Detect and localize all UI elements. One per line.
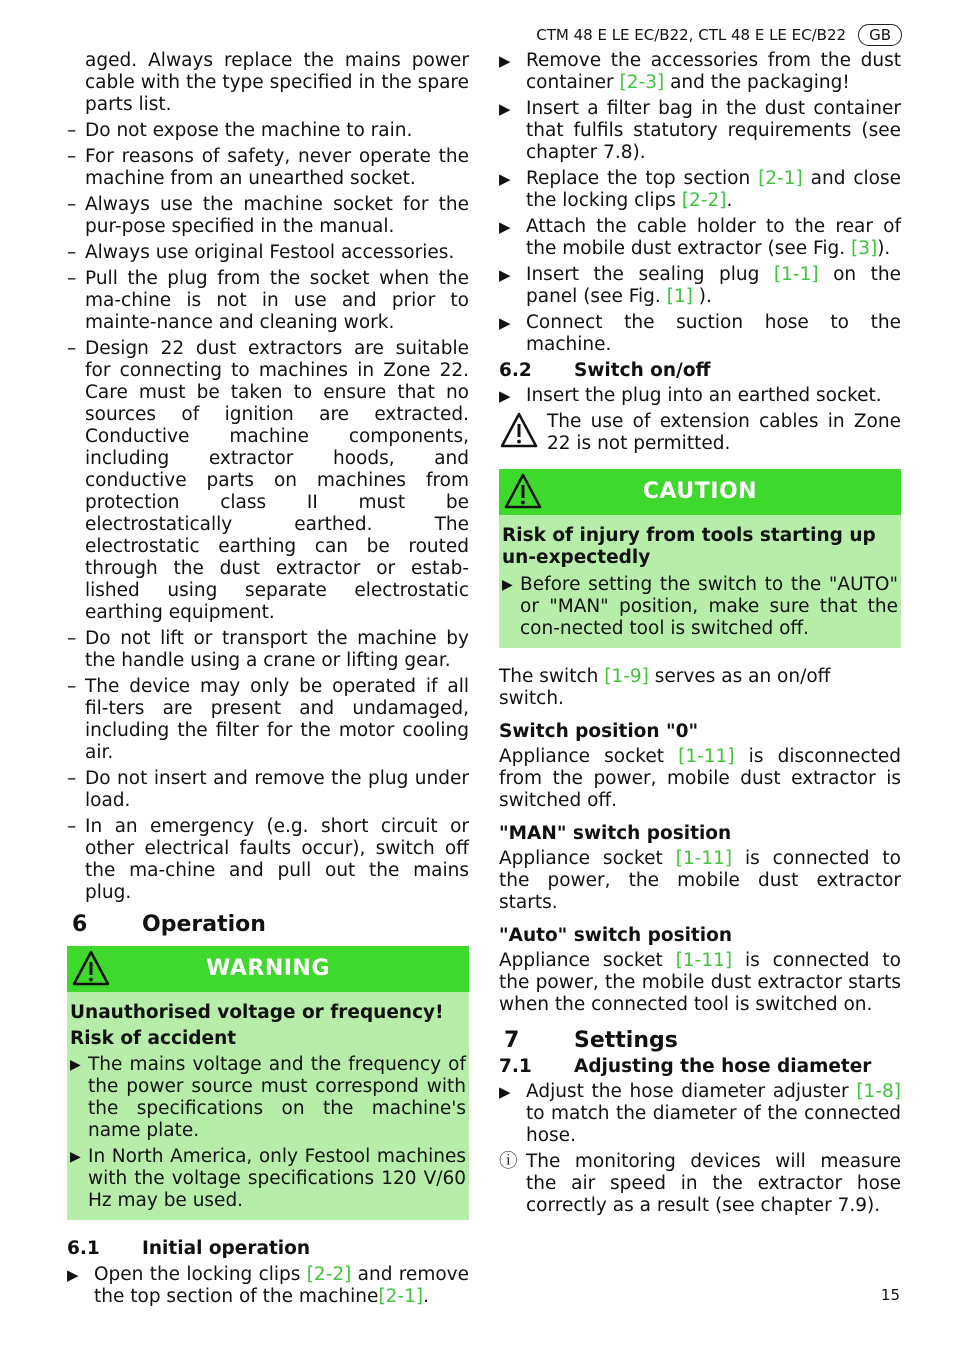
safety-item: – Do not insert and remove the plug under load. — [67, 768, 469, 811]
warning-item: ▶ In North America, only Festool machines with the voltage specifications 120 V/60 Hz may be used. — [70, 1146, 466, 1211]
caution-heading: Risk of injury from tools starting up un-expectedly — [502, 525, 876, 568]
switch-position-0-text: Appliance socket [1-11] is disconnected from the power, mobile dust extractor is switched off. — [499, 746, 901, 811]
info-icon: ⓘ — [499, 1151, 518, 1172]
switch-paragraph: The switch [1-9] serves as an on/off switch. — [499, 666, 831, 709]
step-item: ▶ Replace the top section [2-1] and close the locking clips [2-2]. — [499, 168, 902, 211]
figure-reference: [2-2] — [306, 1264, 352, 1285]
warning-box — [67, 946, 469, 1220]
safety-item: – Do not lift or transport the machine by the handle using a crane or lifting gear. — [67, 628, 469, 671]
step-item: ▶ Insert the sealing plug [1-1] on the panel (see Fig. [1] ). — [499, 264, 901, 307]
safety-item: – Design 22 dust extractors are suitable for connecting to machines in Zone 22. Care must be taken to ensure that no sources of ignition are extracted. Conductive machine components, including extractor hoods, and conductive parts on machines from protection class II must be electrostatically earthed. The electrostatic earthing can be routed through the dust extractor or estab-lished using separate electrostatic earthing equipment. — [67, 338, 469, 623]
warning-header — [67, 946, 469, 992]
figure-reference: [1-8] — [856, 1081, 901, 1102]
left-column — [67, 50, 469, 1312]
model-name: CTM 48 E LE EC/B22, CTL 48 E LE EC/B22 — [536, 26, 847, 44]
zone-note: The use of extension cables in Zone 22 is not permitted. — [499, 411, 901, 455]
warning-triangle-icon — [503, 472, 543, 510]
safety-item: – Pull the plug from the socket when the ma-chine is not in use and prior to mainte-nance and cleaning work. — [67, 268, 469, 333]
step-item: ▶ Adjust the hose diameter adjuster [1-8] to match the diameter of the connected hose. — [499, 1081, 901, 1146]
caution-body — [499, 515, 901, 648]
warning-triangle-icon — [499, 411, 539, 449]
safety-item: – In an emergency (e.g. short circuit or other electrical faults occur), switch off the ma-chine and pull out the mains plug. — [67, 816, 469, 903]
warning-item: ▶ The mains voltage and the frequency of the power source must correspond with the specifications on the machine's name plate. — [70, 1054, 466, 1141]
caution-box — [499, 469, 901, 648]
step-item: ▶ Remove the accessories from the dust container [2-3] and the packaging! — [499, 50, 901, 93]
switch-position-auto-text: Appliance socket [1-11] is connected to the power, the mobile dust extractor starts when the connected tool is switched on. — [499, 950, 901, 1015]
figure-reference: [1-11] — [675, 950, 733, 971]
figure-reference: [2-1] — [758, 168, 803, 189]
figure-reference: [1-9] — [604, 666, 649, 687]
info-note: ⓘ The monitoring devices will measure the air speed in the extractor hose correctly as a result (see chapter 7.9). — [499, 1151, 901, 1216]
figure-reference: [1-1] — [773, 264, 819, 285]
warning-subheading: Risk of accident — [70, 1028, 237, 1049]
warning-body — [67, 992, 469, 1220]
figure-reference: [1] — [666, 286, 693, 307]
switch-position-man-heading: "MAN" switch position — [499, 823, 732, 844]
switch-position-0-heading: Switch position "0" — [499, 721, 699, 742]
switch-position-auto-heading: "Auto" switch position — [499, 925, 732, 946]
caution-title: CAUTION — [642, 479, 758, 504]
figure-reference: [1-11] — [675, 848, 733, 869]
warning-triangle-icon — [71, 949, 111, 987]
safety-continuation: aged. Always replace the mains power cable with the type specified in the spare parts list. — [85, 50, 469, 115]
step-item: ▶ Insert a filter bag in the dust container that fulfils statutory requirements (see chapter 7.8). — [499, 98, 901, 163]
safety-item: – Always use original Festool accessories. — [67, 242, 455, 263]
section-heading-switch: 6.2 Switch on/off — [499, 360, 711, 381]
figure-reference: [2-3] — [619, 72, 665, 93]
section-heading-operation: 6 Operation — [72, 912, 266, 937]
figure-reference: [2-2] — [681, 190, 727, 211]
figure-reference: [3] — [850, 238, 878, 259]
step-item: ▶ Insert the plug into an earthed socket. — [499, 385, 882, 406]
page-number: 15 — [880, 1286, 900, 1304]
figure-reference: [1-11] — [678, 746, 735, 767]
warning-heading: Unauthorised voltage or frequency! — [70, 1002, 444, 1023]
right-column — [499, 50, 901, 1217]
step-item: ▶ Open the locking clips [2-2] and remove the top section of the machine[2-1]. — [67, 1264, 469, 1307]
step-item: ▶ Connect the suction hose to the machine. — [499, 312, 901, 355]
section-heading-settings: 7 Settings — [504, 1028, 678, 1053]
safety-item: – For reasons of safety, never operate the machine from an unearthed socket. — [67, 146, 469, 189]
section-heading-initial-operation: 6.1 Initial operation — [67, 1238, 311, 1259]
section-heading-hose-diameter: 7.1 Adjusting the hose diameter — [499, 1056, 872, 1077]
step-item: ▶ Attach the cable holder to the rear of the mobile dust extractor (see Fig. [3]). — [499, 216, 901, 259]
warning-title: WARNING — [206, 956, 330, 981]
page-header — [536, 24, 902, 46]
caution-item: ▶ Before setting the switch to the "AUTO" or "MAN" position, make sure that the con-nected tool is switched off. — [502, 574, 898, 639]
safety-item: – The device may only be operated if all fil-ters are present and undamaged, including the filter for the motor cooling air. — [67, 676, 469, 763]
switch-position-man-text: Appliance socket [1-11] is connected to the power, the mobile dust extractor starts. — [499, 848, 901, 913]
safety-item: – Do not expose the machine to rain. — [67, 120, 413, 141]
language-badge: GB — [858, 24, 902, 46]
caution-header — [499, 469, 901, 515]
safety-item: – Always use the machine socket for the pur-pose specified in the manual. — [67, 194, 469, 237]
figure-reference: [2-1] — [378, 1286, 424, 1307]
